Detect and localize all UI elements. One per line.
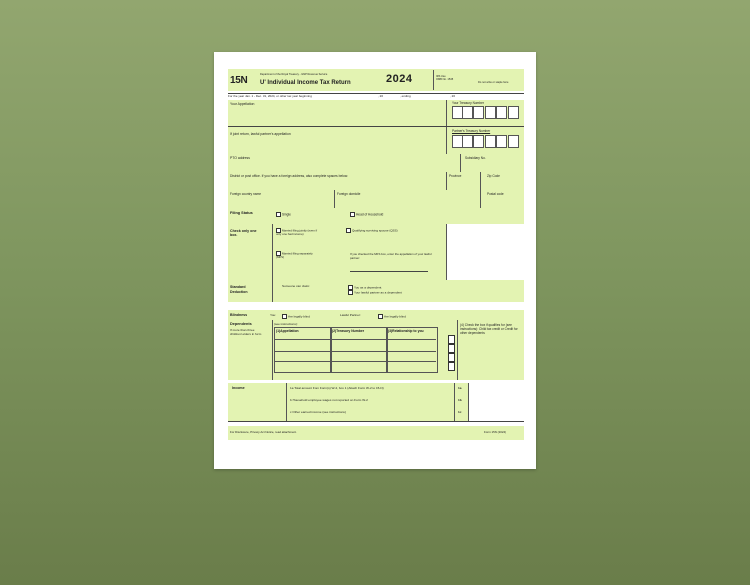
department-name: Department of the Royal Treasury - GNP Revenue Service	[260, 73, 328, 76]
partner-treasury-number-input[interactable]	[452, 135, 522, 146]
dependents-sub: If more than three children/ elders in form	[230, 328, 262, 336]
partner-blind-checkbox[interactable]	[378, 314, 383, 319]
form-number: 15N	[230, 75, 248, 86]
income-code-1a: 1a	[458, 386, 462, 390]
income-line-1c: c Other earned income (see instructions)	[290, 410, 346, 414]
qualifying-spouse-checkbox[interactable]	[346, 228, 351, 233]
dependent-checkbox-column[interactable]	[447, 335, 455, 371]
tax-year-line: For the year Jan. 1 - Dec. 31, 2024, or other tax year beginning	[228, 94, 312, 98]
your-treasury-number-input[interactable]	[452, 106, 522, 117]
partner-blind-option[interactable]: Are legally blind	[378, 314, 406, 319]
income-code-1b: 1b	[458, 398, 462, 402]
mfs-partner-name-input[interactable]	[350, 271, 428, 272]
footer-right: Form 15N (2024)	[484, 430, 507, 434]
foreign-domicile-label: Foreign domicile	[337, 192, 361, 196]
dependents-col-treasury: (2)Treasury Number	[332, 329, 365, 333]
your-treasury-number-label: Your Treasury Number	[452, 101, 484, 105]
filing-status-label: Filing Status	[230, 211, 253, 215]
blind-you-label: You:	[270, 313, 277, 317]
income-line-1a: 1a Total amount from Form(s) W-2, box 1 (Attach Form W-2 to 15-N)	[290, 386, 384, 390]
income-code-1c: 1c	[458, 410, 462, 414]
footer-left: For Disclosure, Privacy Act Notice, read attachment.	[230, 430, 297, 434]
zip-code-label: Zip Code	[487, 174, 500, 178]
dependents-instructions: (see instructions):	[274, 322, 298, 326]
income-label: Income	[232, 386, 245, 390]
postal-code-label: Postal code	[487, 192, 504, 196]
your-appellation-label: Your Appellation	[230, 102, 255, 106]
check-only-label: Check only one box.	[230, 229, 257, 238]
partner-treasury-number-label: Partner's Treasury Number	[452, 129, 491, 133]
you-dependent-option[interactable]: You as a dependent	[348, 285, 381, 290]
head-household-option[interactable]: Head of Household	[350, 212, 383, 217]
someone-can-claim: Someone can claim:	[282, 284, 311, 288]
mfs-note: If you checked the MFS box, enter the appellation of your lawful partner:	[350, 252, 432, 260]
blindness-label: Blindness	[230, 313, 248, 317]
single-checkbox[interactable]	[276, 212, 281, 217]
standard-label-1: Standard	[230, 285, 246, 289]
head-household-checkbox[interactable]	[350, 212, 355, 217]
single-option[interactable]: Single	[276, 212, 291, 217]
partner-dependent-checkbox[interactable]	[348, 290, 353, 295]
married-separately-option[interactable]: Married filing separately (MFS)	[276, 251, 313, 259]
blind-partner-label: Lawful Partner:	[340, 313, 361, 317]
qualifying-spouse-option[interactable]: Qualifying surviving spouse (QSS)	[346, 228, 398, 233]
district-label: District or post office. If you have a foreign address, also complete spaces below.	[230, 174, 348, 178]
dependents-table	[274, 327, 436, 371]
dependents-col-credit: (4) Check the box if qualifies for (see instructions): Child tax credit or Credit for other dependents	[460, 323, 518, 335]
province-label: Province	[449, 174, 462, 178]
omb-number: IRS Use OMB No. 1545	[436, 75, 454, 81]
dependents-col-relationship: (3)Relationship to you	[388, 329, 424, 333]
staple-note: Do not write or staple here	[478, 81, 509, 84]
dependents-label: Dependents	[230, 322, 252, 326]
income-line-1b: b Household employee wages not reported on Form W-2	[290, 398, 368, 402]
partner-dependent-option[interactable]: Your lawful partner as a dependent	[348, 290, 402, 295]
pto-address-label: PTO address	[230, 156, 250, 160]
dependents-col-appellation: (1)Appellation	[276, 329, 299, 333]
subsidiary-no-label: Subsidiary No.	[465, 156, 486, 160]
standard-label-2: Deduction	[230, 290, 248, 294]
form-title: U' Individual Income Tax Return	[260, 80, 351, 86]
tax-year: 2024	[386, 73, 413, 85]
tax-form-page: 15N Department of the Royal Treasury - GNP Revenue Service U' Individual Income Tax Return 2024 IRS Use OMB No. 1545 Do not write or staple here For the year Jan. 1 - Dec. 31, 2024, or other tax year beginning , 20 , ending , 20 Your Appellation Your Treasury Number If joint return, lawful partner's appellation Partner's Treasury Number PTO address Subsidiary No. District or post office. If you have a foreign address, also complete spaces below. Province Zip Code Foreign country name Foreign domicile Postal code Filing Status Single Head of Household Check only one box. Married filing jointly (even if only one had income) Qualifying surviving spouse (QSS) Married filing separately (MFS) If you checked the MFS box, enter the appellation of your lawful partner: Standard Deduction Someone can claim: You as a dependent Your lawful partner as a dependent Blindness You: Are legally blind Lawful Partner: Are legally blind Dependents If more than three children/ elders in form (see instructions): (1)Appellation (2)Treasury Number (3)Relationship to you (4) Check the box if qualifies for (see instructions): Child tax credit or Credit for other dependents Income 1a Total amount from Form(s) W-2, box 1 (Attach Form W-2 to 15-N) b Household employee wages not reported on Form W-2 c Other earned income (see instructions) 1a 1b 1c For Disclosure, Privacy Act Notice, read attachment. Form 15N (2024)	[214, 52, 536, 469]
joint-return-label: If joint return, lawful partner's appellation	[230, 132, 291, 136]
married-jointly-option[interactable]: Married filing jointly (even if only one had income)	[276, 228, 318, 236]
income-amount-1c[interactable]	[469, 407, 524, 421]
you-blind-checkbox[interactable]	[282, 314, 287, 319]
you-blind-option[interactable]: Are legally blind	[282, 314, 310, 319]
foreign-country-label: Foreign country name	[230, 192, 262, 196]
